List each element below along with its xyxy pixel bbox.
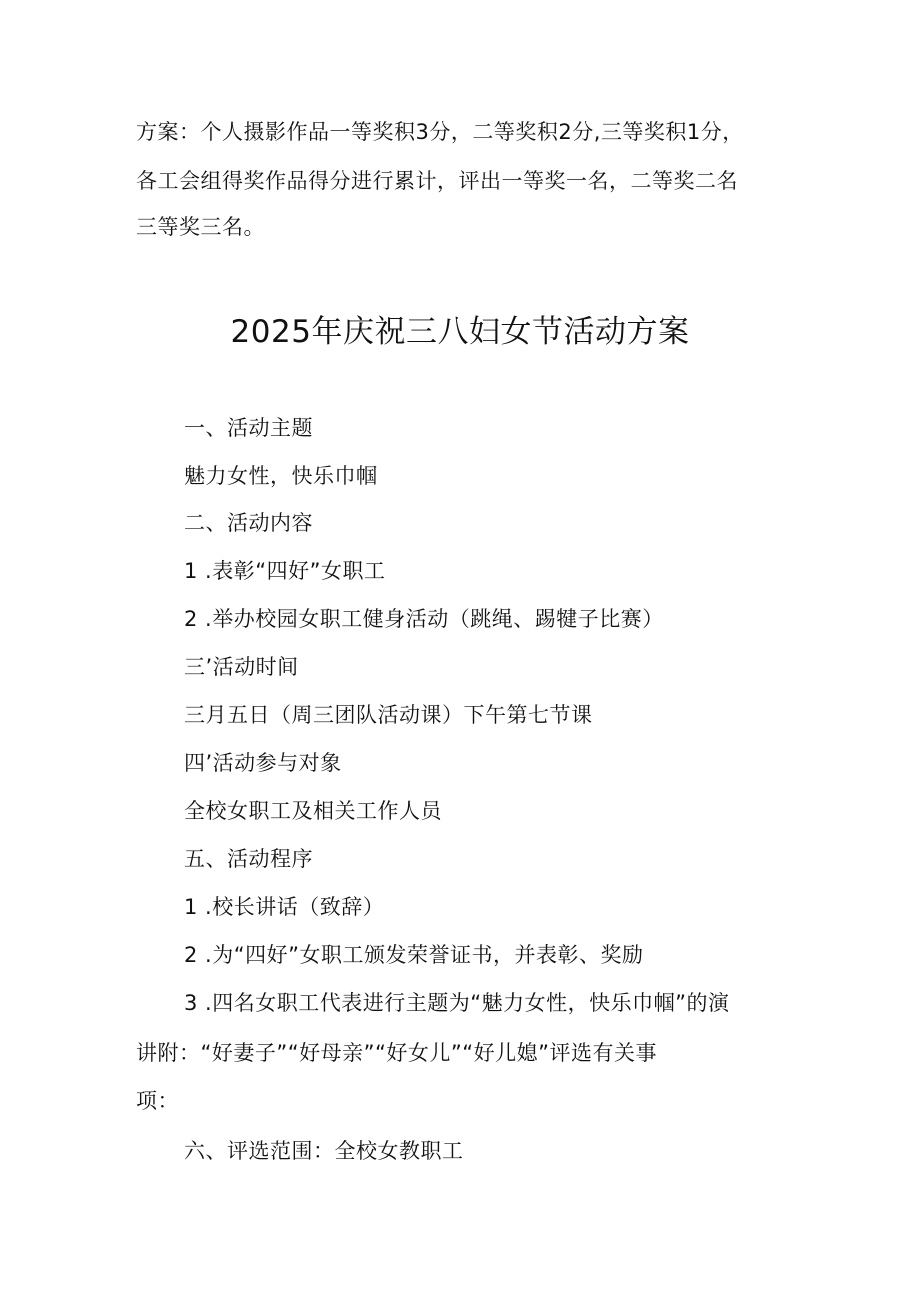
section-heading-procedure: 五、活动程序 xyxy=(184,847,313,871)
paragraph-line: 三月五日（周三团队活动课）下午第七节课 xyxy=(184,703,593,727)
section-heading-participants: 四’活动参与对象 xyxy=(184,751,342,775)
section-heading-theme: 一、活动主题 xyxy=(184,416,313,440)
list-item: 2 .举办校园女职工健身活动（跳绳、踢犍子比赛） xyxy=(184,607,664,631)
section-heading-time: 三’活动时间 xyxy=(184,655,299,679)
section-heading-content: 二、活动内容 xyxy=(184,511,313,535)
document-title: 2025年庆祝三八妇女节活动方案 xyxy=(230,314,690,350)
section-heading-scope: 六、评选范围：全校女教职工 xyxy=(184,1139,464,1163)
list-item: 2 .为“四好”女职工颁发荣誉证书，并表彰、奖励 xyxy=(184,943,644,967)
paragraph-line: 魅力女性，快乐巾帼 xyxy=(184,464,378,488)
paragraph-line: 讲附：“好妻子”“好母亲”“好女儿”“好儿媳”评选有关事 xyxy=(136,1041,658,1065)
paragraph-line: 项： xyxy=(136,1089,179,1113)
intro-line-1: 方案：个人摄影作品一等奖积3分，二等奖积2分,三等奖积1分， xyxy=(136,120,744,144)
intro-line-2: 各工会组得奖作品得分进行累计，评出一等奖一名，二等奖二名 xyxy=(136,169,738,193)
list-item: 1 .表彰“四好”女职工 xyxy=(184,559,386,583)
list-item: 1 .校长讲话（致辞） xyxy=(184,895,385,919)
paragraph-line: 全校女职工及相关工作人员 xyxy=(184,799,442,823)
list-item: 3 .四名女职工代表进行主题为“魅力女性，快乐巾帼”的演 xyxy=(184,991,730,1015)
intro-line-3: 三等奖三名。 xyxy=(136,215,265,239)
